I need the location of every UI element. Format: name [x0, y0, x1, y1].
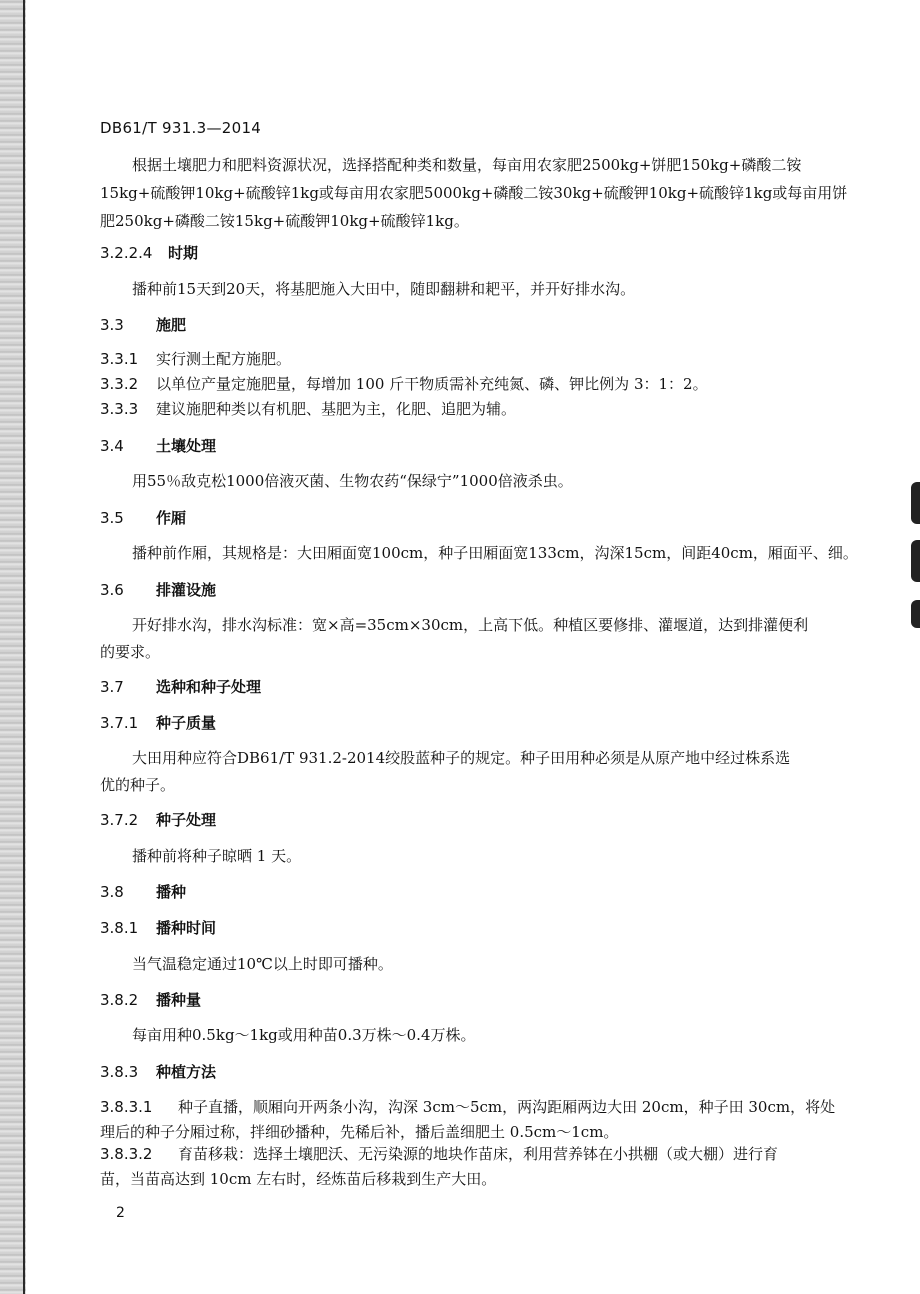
heading-number: 3.7.1 — [100, 714, 139, 732]
heading-title: 作厢 — [156, 509, 187, 527]
paragraph-line: 播种前将种子晾晒 1 天。 — [132, 847, 302, 865]
clause-item — [100, 349, 291, 369]
paragraph-line: 用55％敌克松1000倍液灭菌、生物农药“保绿宁”1000倍液杀虫。 — [132, 472, 573, 490]
heading-number: 3.6 — [100, 581, 124, 599]
heading-number: 3.8.3 — [100, 1063, 139, 1081]
heading-3-8-3 — [100, 1062, 216, 1082]
document-code: DB61/T 931.3—2014 — [100, 119, 262, 137]
page-number: 2 — [116, 1205, 125, 1221]
clause-text: 实行测土配方施肥。 — [156, 350, 292, 368]
paragraph-line: 15kg+硫酸钾10kg+硫酸锌1kg或每亩用农家肥5000kg+磷酸二铵30kg+硫酸钾10kg+硫酸锌1kg或每亩用饼 — [100, 184, 848, 202]
paragraph-line: 播种前15天到20天，将基肥施入大田中，随即翻耕和耙平，并开好排水沟。 — [132, 280, 636, 298]
heading-3-8 — [100, 882, 186, 902]
heading-title: 排灌设施 — [156, 581, 217, 599]
clause-item — [100, 1097, 835, 1117]
heading-3-8-1 — [100, 918, 216, 938]
heading-title: 时期 — [168, 244, 199, 262]
clause-number: 3.3.1 — [100, 350, 139, 368]
clause-text: 种子直播，顺厢向开两条小沟，沟深 3cm～5cm，两沟距厢两边大田 20cm，种子田 30cm，将处 — [178, 1098, 836, 1116]
paragraph-line: 每亩用种0.5kg～1kg或用种苗0.3万株～0.4万株。 — [132, 1026, 476, 1044]
heading-title: 种子质量 — [156, 714, 217, 732]
paragraph-line: 优的种子。 — [100, 776, 176, 794]
clause-number: 3.3.2 — [100, 375, 139, 393]
heading-title: 土壤处理 — [156, 437, 217, 455]
scan-artifact — [911, 482, 920, 524]
heading-number: 3.8.1 — [100, 919, 139, 937]
paragraph-line: 播种前作厢，其规格是：大田厢面宽100cm，种子田厢面宽133cm，沟深15cm，间距40cm，厢面平、细。 — [132, 544, 858, 562]
clause-item — [100, 399, 516, 419]
heading-3-3 — [100, 315, 186, 335]
clause-text: 建议施肥种类以有机肥、基肥为主，化肥、追肥为辅。 — [156, 400, 517, 418]
paragraph-line: 肥250kg+磷酸二铵15kg+硫酸钾10kg+硫酸锌1kg。 — [100, 212, 469, 230]
heading-title: 种植方法 — [156, 1063, 217, 1081]
clause-continuation: 理后的种子分厢过称，拌细砂播种，先稀后补，播后盖细肥土 0.5cm～1cm。 — [100, 1123, 619, 1141]
heading-3-2-2-4 — [100, 243, 198, 263]
scan-artifact — [911, 540, 920, 582]
heading-title: 播种时间 — [156, 919, 217, 937]
clause-number: 3.8.3.1 — [100, 1098, 153, 1116]
clause-number: 3.3.3 — [100, 400, 139, 418]
heading-number: 3.3 — [100, 316, 124, 334]
paragraph-line: 当气温稳定通过10℃以上时即可播种。 — [132, 955, 393, 973]
clause-text: 以单位产量定施肥量，每增加 100 斤干物质需补充纯氮、磷、钾比例为 3：1：2。 — [156, 375, 708, 393]
heading-3-8-2 — [100, 990, 201, 1010]
heading-title: 施肥 — [156, 316, 187, 334]
scan-edge-line — [23, 0, 25, 1294]
heading-3-7-1 — [100, 713, 216, 733]
heading-number: 3.5 — [100, 509, 124, 527]
scan-artifact — [911, 600, 920, 628]
clause-text: 育苗移栽：选择土壤肥沃、无污染源的地块作苗床，利用营养钵在小拱棚（或大棚）进行育 — [178, 1145, 779, 1163]
heading-number: 3.7.2 — [100, 811, 139, 829]
heading-3-7-2 — [100, 810, 216, 830]
heading-title: 播种 — [156, 883, 187, 901]
heading-number: 3.4 — [100, 437, 124, 455]
clause-item — [100, 1144, 778, 1164]
paragraph-line: 大田用种应符合DB61/T 931.2-2014绞股蓝种子的规定。种子田用种必须是从原产地中经过株系选 — [132, 749, 791, 767]
heading-title: 选种和种子处理 — [156, 678, 262, 696]
heading-3-4 — [100, 436, 216, 456]
clause-continuation: 苗，当苗高达到 10cm 左右时，经炼苗后移栽到生产大田。 — [100, 1170, 497, 1188]
heading-number: 3.7 — [100, 678, 124, 696]
clause-item — [100, 374, 708, 394]
heading-3-6 — [100, 580, 216, 600]
paragraph-line: 的要求。 — [100, 643, 161, 661]
paragraph-line: 根据土壤肥力和肥料资源状况，选择搭配种类和数量，每亩用农家肥2500kg+饼肥150kg+磷酸二铵 — [132, 156, 802, 174]
clause-number: 3.8.3.2 — [100, 1145, 153, 1163]
heading-title: 种子处理 — [156, 811, 217, 829]
heading-number: 3.8 — [100, 883, 124, 901]
heading-number: 3.2.2.4 — [100, 244, 153, 262]
heading-3-5 — [100, 508, 186, 528]
heading-number: 3.8.2 — [100, 991, 139, 1009]
heading-3-7 — [100, 677, 261, 697]
heading-title: 播种量 — [156, 991, 202, 1009]
paragraph-line: 开好排水沟，排水沟标准：宽×高=35cm×30cm，上高下低。种植区要修排、灌堰道，达到排灌便利 — [132, 616, 809, 634]
